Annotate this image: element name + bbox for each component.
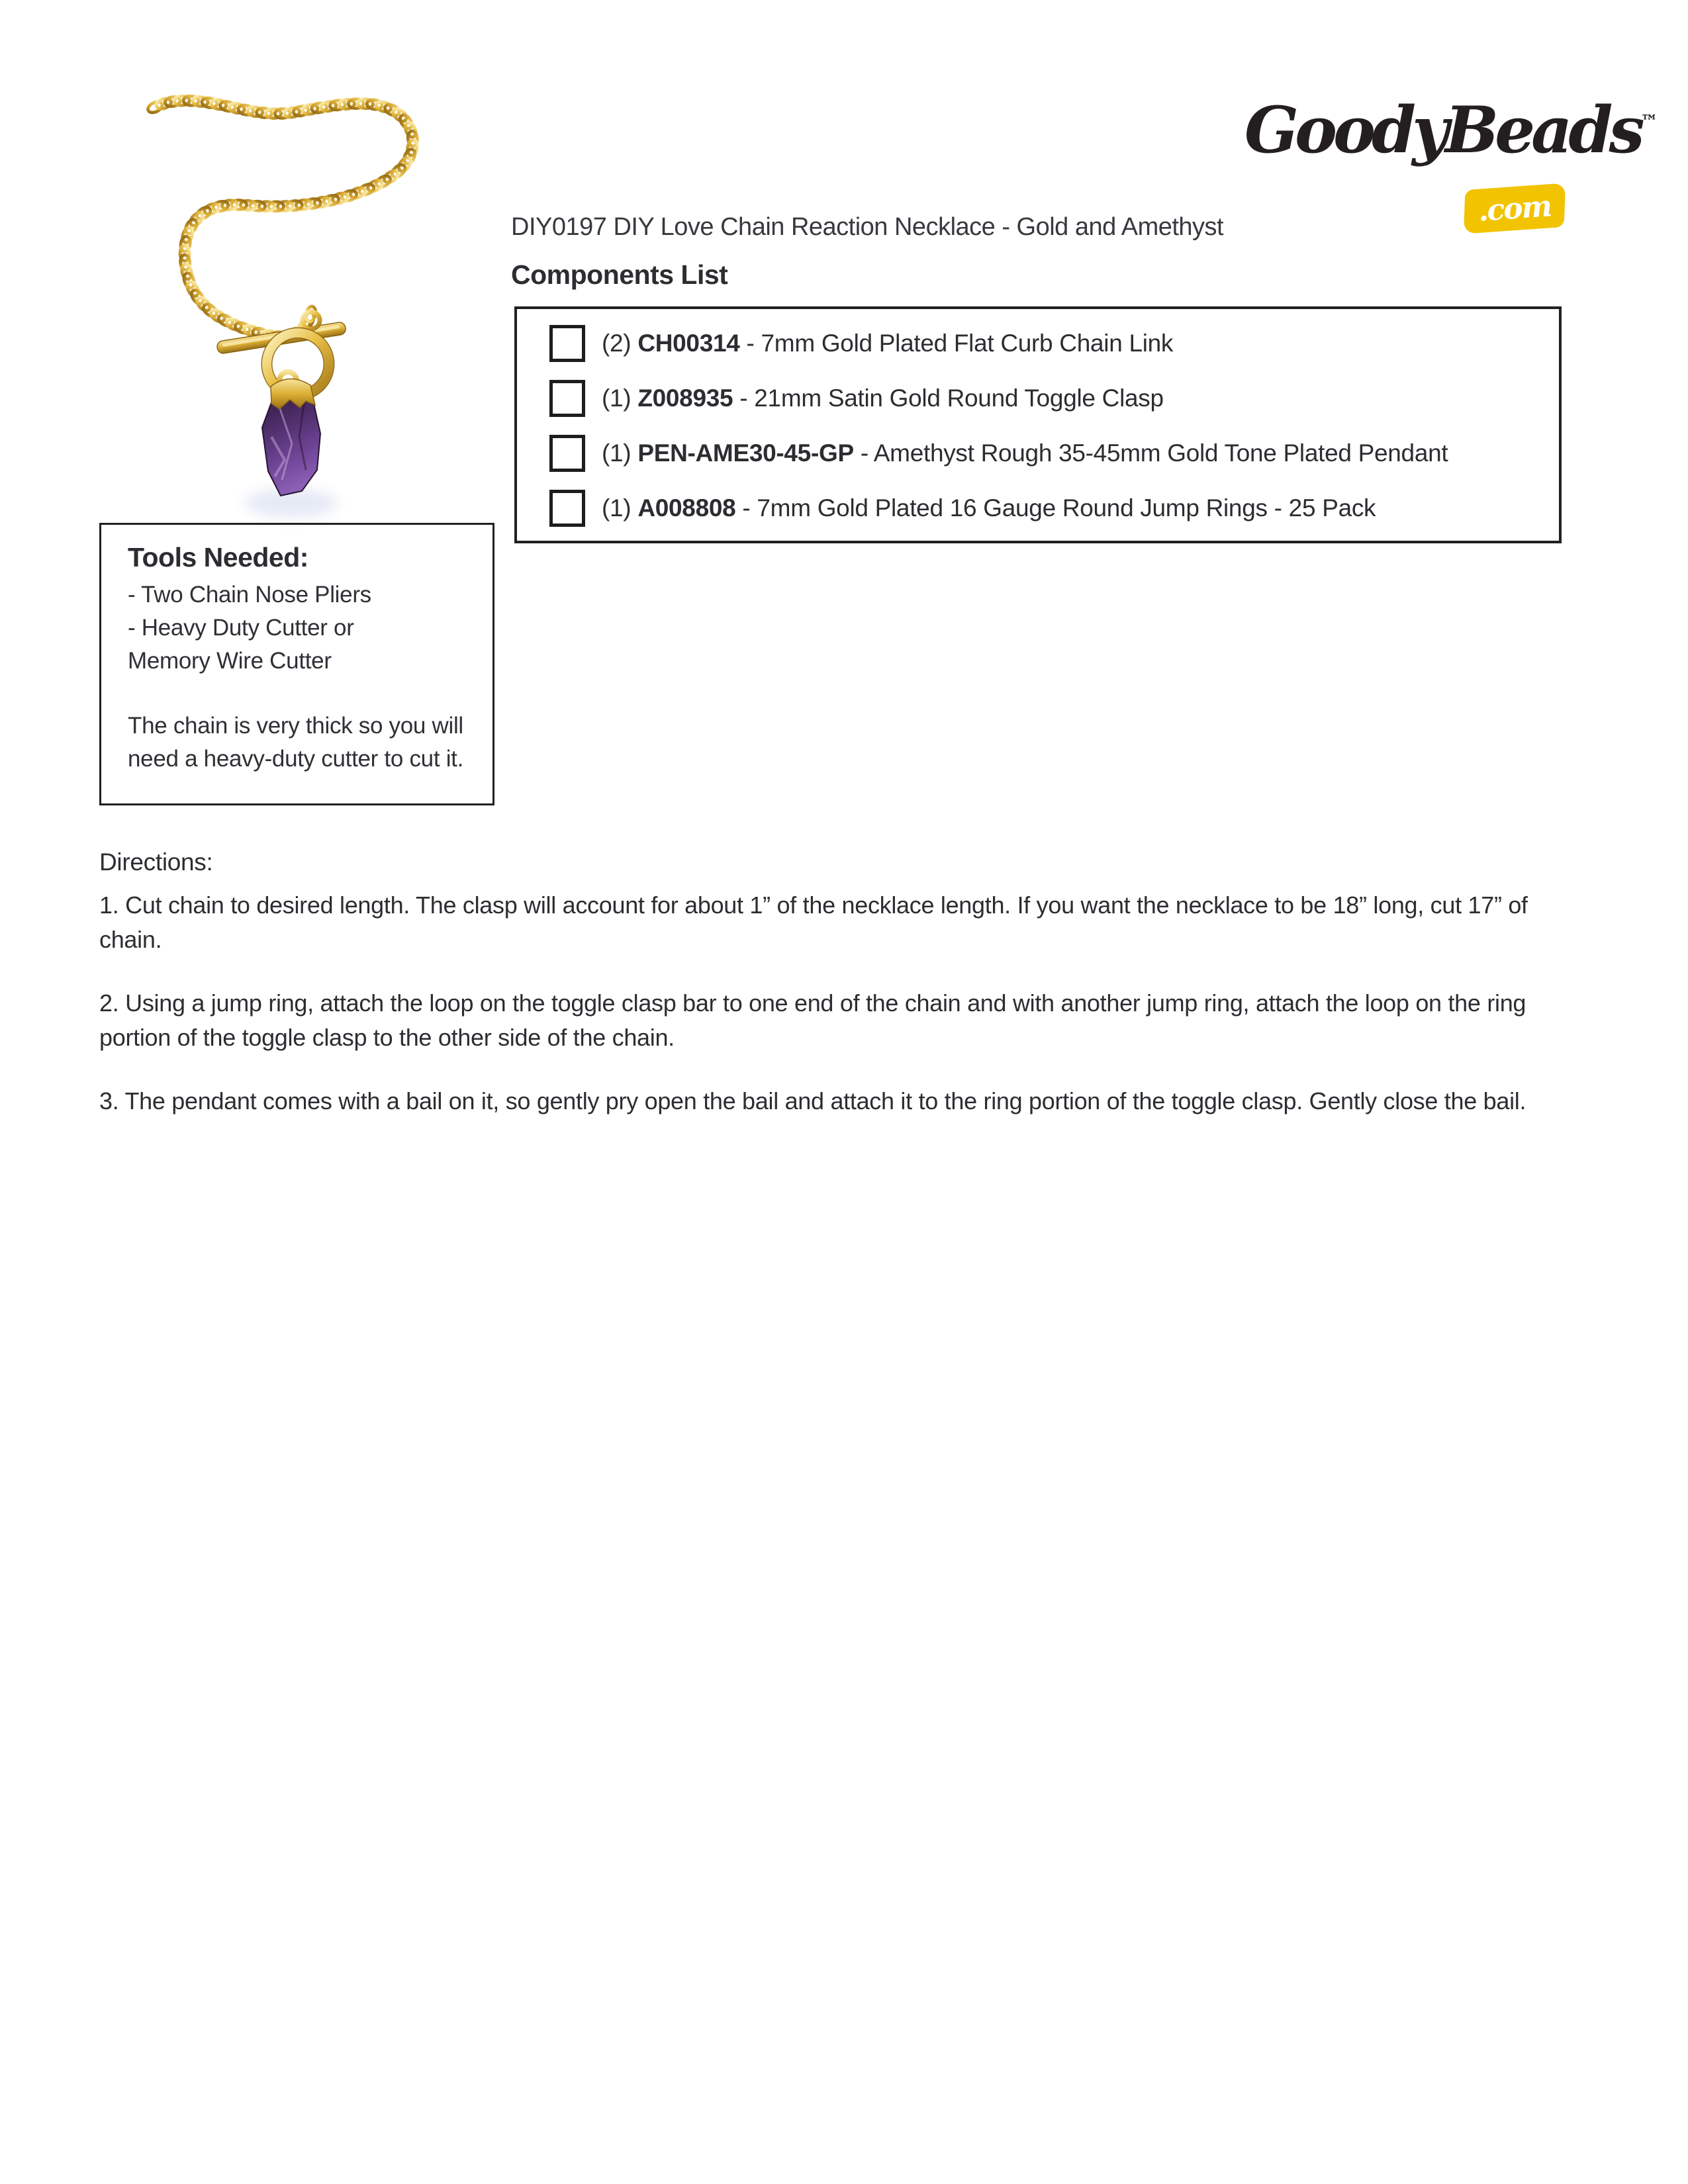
component-checkbox[interactable] <box>549 325 585 362</box>
logo-com-banner <box>1464 183 1566 234</box>
tools-heading: Tools Needed: <box>128 542 308 572</box>
component-desc: - 7mm Gold Plated Flat Curb Chain Link <box>746 329 1174 357</box>
component-sku: CH00314 <box>637 329 740 357</box>
tools-item: - Heavy Duty Cutter or Memory Wire Cutter <box>128 615 354 674</box>
gold-curb-chain <box>146 96 418 342</box>
logo-brand-text: GoodyBeads <box>1244 93 1641 167</box>
component-item-row <box>549 426 1559 480</box>
components-list-box <box>514 306 1562 543</box>
logo-wordmark <box>1244 93 1658 167</box>
trademark-symbol: ™ <box>1640 112 1658 132</box>
direction-step-2: 2. Using a jump ring, attach the loop on the toggle clasp bar to one end of the chain and with another jump ring, attach the loop on the ring portion of the toggle clasp to the other side of the chain. <box>99 989 1526 1051</box>
component-item-text <box>602 494 1376 522</box>
page-title: DIY0197 DIY Love Chain Reaction Necklace - Gold and Amethyst <box>511 213 1224 241</box>
component-item-row <box>549 316 1559 371</box>
necklace-photo <box>73 46 457 549</box>
directions-heading: Directions: <box>99 848 213 876</box>
direction-step-1: 1. Cut chain to desired length. The clasp will account for about 1” of the necklace length. If you want the necklace to be 18” long, cut 17” of chain. <box>99 891 1528 953</box>
component-checkbox[interactable] <box>549 490 585 527</box>
component-item-text <box>602 439 1448 467</box>
component-qty: (1) <box>602 494 632 522</box>
direction-step-3: 3. The pendant comes with a bail on it, so gently pry open the bail and attach it to the ring portion of the toggle clasp. Gently close the bail. <box>99 1087 1526 1115</box>
component-desc: - Amethyst Rough 35-45mm Gold Tone Plated Pendant <box>860 439 1448 467</box>
component-checkbox[interactable] <box>549 435 585 472</box>
component-qty: (1) <box>602 439 632 467</box>
component-qty: (2) <box>602 329 632 357</box>
tools-note: The chain is very thick so you will need a heavy-duty cutter to cut it. <box>128 713 464 772</box>
goodybeads-logo <box>1244 93 1658 245</box>
logo-domain-text: .com <box>1477 189 1552 228</box>
component-sku: A008808 <box>637 494 736 522</box>
directions-section <box>99 848 1542 1148</box>
component-item-text <box>602 330 1173 357</box>
component-item-row <box>549 480 1559 535</box>
component-item-text <box>602 385 1164 412</box>
component-checkbox[interactable] <box>549 380 585 417</box>
tools-item: - Two Chain Nose Pliers <box>128 582 371 608</box>
component-desc: - 7mm Gold Plated 16 Gauge Round Jump Rings - 25 Pack <box>742 494 1376 522</box>
components-list-heading: Components List <box>511 259 728 290</box>
component-sku: Z008935 <box>637 384 733 412</box>
component-qty: (1) <box>602 384 632 412</box>
component-desc: - 21mm Satin Gold Round Toggle Clasp <box>739 384 1164 412</box>
tools-needed-box <box>99 523 494 805</box>
component-item-row <box>549 371 1559 426</box>
component-sku: PEN-AME30-45-GP <box>637 439 854 467</box>
